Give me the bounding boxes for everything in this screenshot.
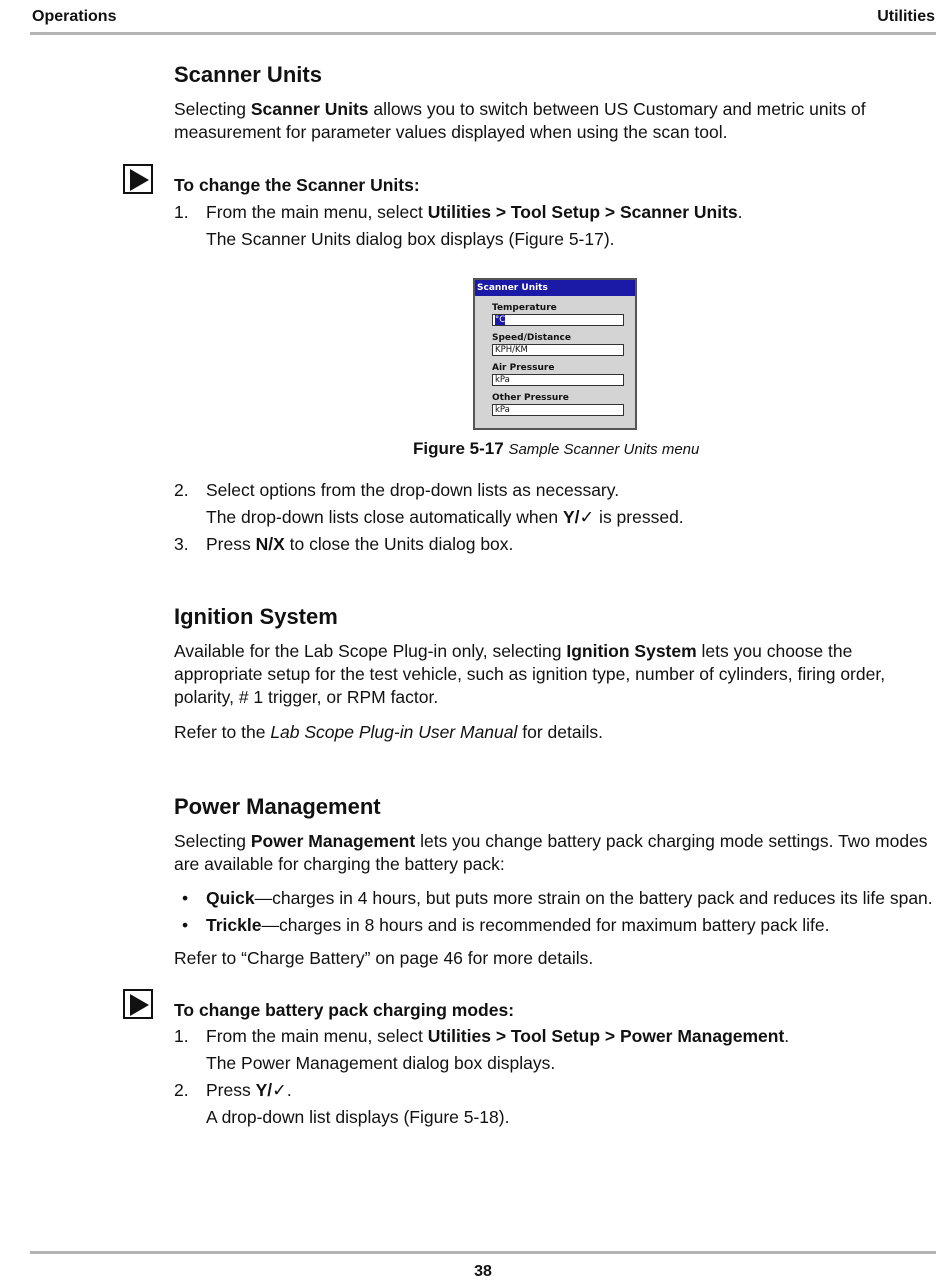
air-pressure-dropdown[interactable]: kPa [492, 374, 624, 386]
speed-distance-dropdown[interactable]: KPH/KM [492, 344, 624, 356]
procedure-title-power: To change battery pack charging modes: [174, 1000, 515, 1020]
temperature-dropdown[interactable]: °C [492, 314, 624, 326]
dialog-title-bar: Scanner Units [475, 280, 635, 296]
ignition-text-line2: appropriate setup for the test vehicle, such as ignition type, number of cylinders, firing order, [174, 664, 886, 684]
dialog-field-speed-distance [492, 333, 624, 356]
dialog-field-label: Other Pressure [492, 393, 569, 403]
running-header-section: Operations [32, 8, 117, 25]
section-title-scanner-units: Scanner Units [174, 62, 322, 87]
list-item: • Trickle—charges in 8 hours and is recommended for maximum battery pack life. [182, 915, 830, 935]
dialog-field-label: Temperature [492, 303, 557, 313]
procedure-step: 2. Press Y/✓. [174, 1080, 292, 1100]
section-title-ignition-system: Ignition System [174, 604, 338, 629]
scanner-units-intro-line2: measurement for parameter values displayed when using the scan tool. [174, 122, 728, 142]
step-result: The drop-down lists close automatically when Y/✓ is pressed. [206, 507, 684, 527]
ignition-text-line1: Available for the Lab Scope Plug-in only, selecting Ignition System lets you choose the [174, 641, 853, 661]
header-rule [30, 32, 936, 35]
power-text-line1: Selecting Power Management lets you change battery pack charging mode settings. Two modes [174, 831, 928, 851]
step-result: The Power Management dialog box displays. [206, 1053, 556, 1073]
running-header-chapter: Utilities [877, 8, 935, 25]
step-result: A drop-down list displays (Figure 5-18). [206, 1107, 510, 1127]
dialog-field-label: Speed/Distance [492, 333, 571, 343]
ignition-text-line3: polarity, # 1 trigger, or RPM factor. [174, 687, 439, 707]
ignition-refer: Refer to the Lab Scope Plug-in User Manual for details. [174, 722, 604, 742]
scanner-units-dialog [473, 278, 637, 430]
dialog-field-other-pressure [492, 393, 624, 416]
other-pressure-dropdown[interactable]: kPa [492, 404, 624, 416]
procedure-step: 1. From the main menu, select Utilities > Tool Setup > Scanner Units. [174, 202, 743, 222]
dialog-field-label: Air Pressure [492, 363, 555, 373]
dialog-field-air-pressure [492, 363, 624, 386]
power-refer: Refer to “Charge Battery” on page 46 for more details. [174, 948, 594, 968]
procedure-step: 2. Select options from the drop-down lists as necessary. [174, 480, 620, 500]
scanner-units-intro: Selecting Scanner Units allows you to switch between US Customary and metric units of [174, 99, 866, 119]
procedure-arrow-icon [123, 989, 153, 1019]
procedure-arrow-icon [123, 164, 153, 194]
power-text-line2: are available for charging the battery pack: [174, 854, 505, 874]
list-item: • Quick—charges in 4 hours, but puts more strain on the battery pack and reduces its life span. [182, 888, 933, 908]
section-title-power-management: Power Management [174, 794, 381, 819]
dialog-field-temperature [492, 303, 624, 326]
procedure-step: 3. Press N/X to close the Units dialog box. [174, 534, 514, 554]
procedure-title-scanner-units: To change the Scanner Units: [174, 175, 420, 195]
page-number: 38 [474, 1263, 492, 1280]
footer-rule [30, 1251, 936, 1254]
procedure-step: 1. From the main menu, select Utilities > Tool Setup > Power Management. [174, 1026, 790, 1046]
step-result: The Scanner Units dialog box displays (Figure 5-17). [206, 229, 615, 249]
figure-caption: Figure 5-17 Sample Scanner Units menu [413, 439, 700, 458]
